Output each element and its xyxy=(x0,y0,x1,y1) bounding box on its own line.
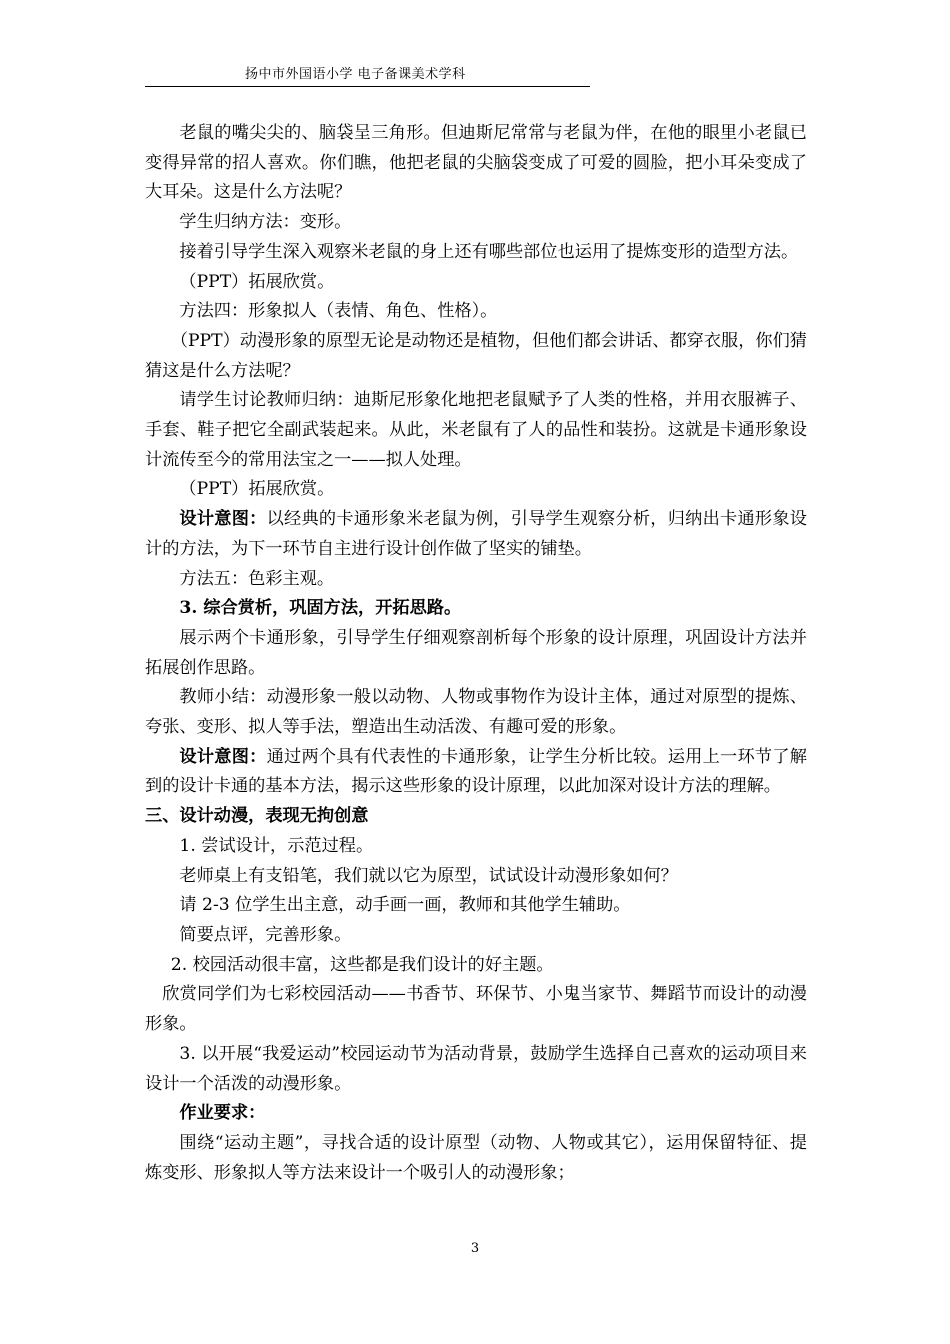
paragraph: （PPT）动漫形象的原型无论是动物还是植物，但他们都会讲话、都穿衣服，你们猜猜这是什么方法呢？ xyxy=(145,330,807,381)
homework-heading: 作业要求： xyxy=(179,1103,266,1124)
paragraph: 请 2-3 位学生出主意，动手画一画，教师和其他学生辅助。 xyxy=(179,895,631,916)
paragraph: 学生归纳方法：变形。 xyxy=(179,212,352,233)
paragraph: 1. 尝试设计，示范过程。 xyxy=(179,835,374,856)
paragraph: 2. 校园活动很丰富，这些都是我们设计的好主题。 xyxy=(170,954,554,975)
paragraph: 展示两个卡通形象，引导学生仔细观察剖析每个形象的设计原理，巩固设计方法并拓展创作思路。 xyxy=(145,627,807,678)
paragraph: 接着引导学生深入观察米老鼠的身上还有哪些部位也运用了提炼变形的造型方法。 xyxy=(179,241,799,262)
paragraph: 请学生讨论教师归纳：迪斯尼形象化地把老鼠赋予了人类的性格，并用衣服裤子、手套、鞋子把它全副武装起来。从此，米老鼠有了人的品性和装扮。这就是卡通形象设计流传至今的常用法宝之一——拟人处理。 xyxy=(145,390,807,470)
page-number: 3 xyxy=(470,1241,480,1256)
paragraph: 3. 以开展“我爱运动”校园运动节为活动背景，鼓励学生选择自己喜欢的运动项目来设计一个活泼的动漫形象。 xyxy=(145,1043,807,1094)
paragraph: （PPT）拓展欣赏。 xyxy=(179,479,335,500)
paragraph: 方法四：形象拟人（表情、角色、性格）。 xyxy=(179,301,498,322)
paragraph: 教师小结：动漫形象一般以动物、人物或事物作为设计主体，通过对原型的提炼、夸张、变形、拟人等手法，塑造出生动活泼、有趣可爱的形象。 xyxy=(145,687,807,738)
page-header xyxy=(145,64,590,87)
paragraph: 老师桌上有支铅笔，我们就以它为原型，试试设计动漫形象如何？ xyxy=(179,865,678,886)
header-text: 扬中市外国语小学 电子备课美术学科 xyxy=(245,67,466,82)
paragraph: （PPT）拓展欣赏。 xyxy=(179,271,335,292)
paragraph: 简要点评，完善形象。 xyxy=(179,924,352,945)
paragraph: 围绕“运动主题”，寻找合适的设计原型（动物、人物或其它），运用保留特征、提炼变形、形象拟人等方法来设计一个吸引人的动漫形象； xyxy=(145,1132,807,1183)
paragraph: 欣赏同学们为七彩校园活动——书香节、环保节、小鬼当家节、舞蹈节而设计的动漫形象。 xyxy=(145,984,807,1035)
design-intent-label: 设计意图： xyxy=(179,509,267,530)
design-intent-text: 通过两个具有代表性的卡通形象，让学生分析比较。运用上一环节了解到的设计卡通的基本方法，揭示这些形象的设计原理，以此加深对设计方法的理解。 xyxy=(145,746,807,797)
document-body xyxy=(145,119,807,1188)
section-heading: 三、设计动漫，表现无拘创意 xyxy=(145,806,369,827)
paragraph: 老鼠的嘴尖尖的、脑袋呈三角形。但迪斯尼常常与老鼠为伴，在他的眼里小老鼠已变得异常的招人喜欢。你们瞧，他把老鼠的尖脑袋变成了可爱的圆脸，把小耳朵变成了大耳朵。这是什么方法呢？ xyxy=(145,123,807,203)
design-intent-label: 设计意图： xyxy=(179,746,267,767)
design-intent-paragraph xyxy=(145,743,807,802)
design-intent-paragraph xyxy=(145,505,807,564)
paragraph: 方法五：色彩主观。 xyxy=(179,568,335,589)
subheading: 3. 综合赏析，巩固方法，开拓思路。 xyxy=(179,598,462,619)
design-intent-text: 以经典的卡通形象米老鼠为例，引导学生观察分析，归纳出卡通形象设计的方法，为下一环节自主进行设计创作做了坚实的铺垫。 xyxy=(145,509,807,559)
